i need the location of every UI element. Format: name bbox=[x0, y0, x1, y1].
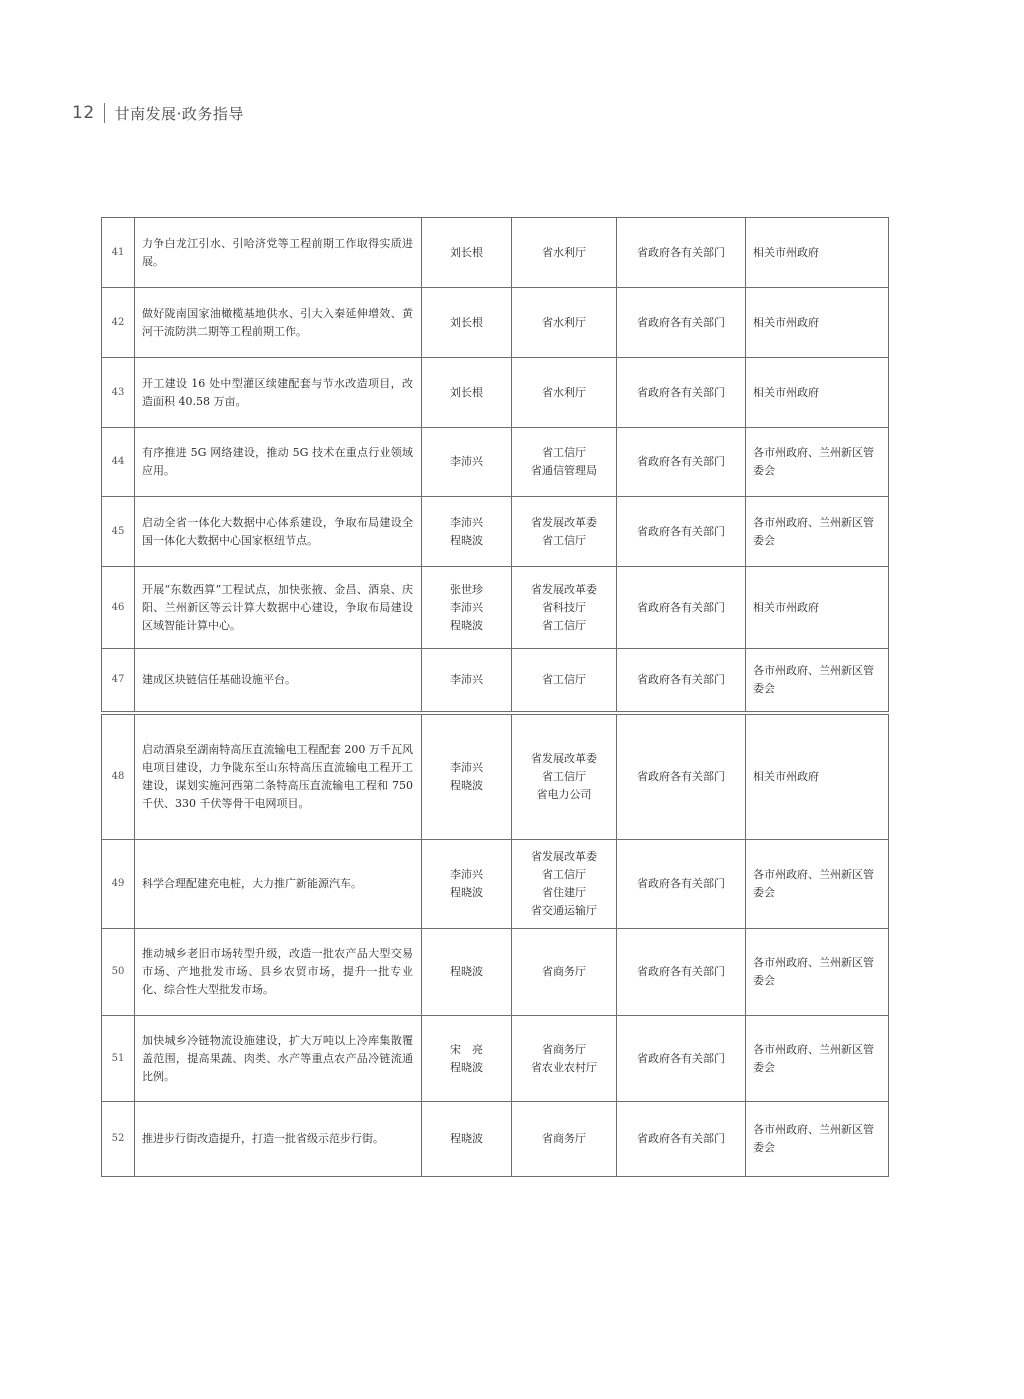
task-description: 推动城乡老旧市场转型升级，改造一批农产品大型交易市场、产地批发市场、县乡农贸市场，提升一批专业化、综合性大型批发市场。 bbox=[135, 929, 422, 1016]
task-description: 建成区块链信任基础设施平台。 bbox=[135, 649, 422, 712]
cooperating-units: 省政府各有关部门 bbox=[617, 715, 746, 840]
task-description: 推进步行街改造提升，打造一批省级示范步行街。 bbox=[135, 1102, 422, 1177]
table-row bbox=[102, 218, 889, 288]
task-table-1-body bbox=[102, 218, 889, 712]
responsible-leader bbox=[422, 497, 512, 567]
table-row bbox=[102, 288, 889, 358]
responsible-leader bbox=[422, 929, 512, 1016]
responsible-government: 相关市州政府 bbox=[746, 715, 889, 840]
responsible-leader-line: 程晓波 bbox=[450, 886, 483, 899]
cooperating-units: 省政府各有关部门 bbox=[617, 358, 746, 428]
row-number: 43 bbox=[102, 358, 135, 428]
lead-department-line: 省交通运输厅 bbox=[531, 904, 597, 917]
task-description: 开工建设 16 处中型灌区续建配套与节水改造项目，改造面积 40.58 万亩。 bbox=[135, 358, 422, 428]
cooperating-units: 省政府各有关部门 bbox=[617, 497, 746, 567]
responsible-government: 各市州政府、兰州新区管委会 bbox=[746, 840, 889, 929]
lead-department bbox=[512, 649, 617, 712]
header-divider bbox=[104, 103, 105, 123]
lead-department-line: 省商务厅 bbox=[542, 965, 586, 978]
lead-department-line: 省工信厅 bbox=[542, 868, 586, 881]
responsible-leader bbox=[422, 567, 512, 649]
lead-department-line: 省电力公司 bbox=[536, 788, 592, 801]
row-number: 46 bbox=[102, 567, 135, 649]
lead-department-line: 省发展改革委 bbox=[531, 850, 597, 863]
lead-department-line: 省工信厅 bbox=[542, 446, 586, 459]
lead-department bbox=[512, 715, 617, 840]
responsible-leader-line: 程晓波 bbox=[450, 618, 483, 632]
lead-department-line: 省住建厅 bbox=[542, 886, 586, 899]
table-row bbox=[102, 715, 889, 840]
lead-department-line: 省工信厅 bbox=[542, 618, 586, 632]
row-number: 41 bbox=[102, 218, 135, 288]
lead-department bbox=[512, 567, 617, 649]
lead-department bbox=[512, 218, 617, 288]
responsible-leader-line: 李沛兴 bbox=[450, 455, 483, 468]
responsible-government: 相关市州政府 bbox=[746, 358, 889, 428]
lead-department-line: 省科技厅 bbox=[542, 600, 586, 614]
responsible-leader bbox=[422, 358, 512, 428]
lead-department bbox=[512, 1016, 617, 1102]
lead-department bbox=[512, 497, 617, 567]
responsible-government: 各市州政府、兰州新区管委会 bbox=[746, 428, 889, 497]
table-row bbox=[102, 840, 889, 929]
task-description: 启动全省一体化大数据中心体系建设，争取布局建设全国一体化大数据中心国家枢纽节点。 bbox=[135, 497, 422, 567]
responsible-leader bbox=[422, 649, 512, 712]
lead-department bbox=[512, 288, 617, 358]
task-table-2 bbox=[101, 714, 889, 1177]
task-description: 做好陇南国家油橄榄基地供水、引大入秦延伸增效、黄河干流防洪二期等工程前期工作。 bbox=[135, 288, 422, 358]
responsible-leader-line: 张世珍 bbox=[450, 582, 483, 596]
lead-department bbox=[512, 1102, 617, 1177]
cooperating-units: 省政府各有关部门 bbox=[617, 567, 746, 649]
lead-department-line: 省发展改革委 bbox=[531, 752, 597, 765]
responsible-leader-line: 刘长根 bbox=[450, 385, 483, 399]
responsible-leader bbox=[422, 288, 512, 358]
lead-department-line: 省发展改革委 bbox=[531, 582, 597, 596]
lead-department-line: 省水利厅 bbox=[542, 245, 586, 259]
lead-department-line: 省商务厅 bbox=[542, 1132, 586, 1145]
task-description: 有序推进 5G 网络建设，推动 5G 技术在重点行业领域应用。 bbox=[135, 428, 422, 497]
cooperating-units: 省政府各有关部门 bbox=[617, 218, 746, 288]
lead-department-line: 省农业农村厅 bbox=[531, 1060, 597, 1074]
task-description: 启动酒泉至湖南特高压直流输电工程配套 200 万千瓦风电项目建设，力争陇东至山东特高压直流输电工程开工建设，谋划实施河西第二条特高压直流输电工程和 750 千伏、330 千伏等骨干电网项目。 bbox=[135, 715, 422, 840]
responsible-government: 各市州政府、兰州新区管委会 bbox=[746, 1102, 889, 1177]
responsible-leader-line: 李沛兴 bbox=[450, 673, 483, 686]
page-header bbox=[72, 100, 244, 126]
table-row bbox=[102, 1016, 889, 1102]
responsible-leader-line: 李沛兴 bbox=[450, 515, 483, 529]
table-row bbox=[102, 497, 889, 567]
task-description: 力争白龙江引水、引哈济党等工程前期工作取得实质进展。 bbox=[135, 218, 422, 288]
responsible-leader bbox=[422, 1102, 512, 1177]
task-table-1 bbox=[101, 217, 889, 712]
cooperating-units: 省政府各有关部门 bbox=[617, 929, 746, 1016]
responsible-government: 相关市州政府 bbox=[746, 218, 889, 288]
publication-title: 甘南发展·政务指导 bbox=[114, 104, 244, 123]
lead-department-line: 省商务厅 bbox=[542, 1042, 586, 1056]
responsible-leader bbox=[422, 218, 512, 288]
cooperating-units: 省政府各有关部门 bbox=[617, 840, 746, 929]
row-number: 47 bbox=[102, 649, 135, 712]
responsible-government: 各市州政府、兰州新区管委会 bbox=[746, 497, 889, 567]
table-row bbox=[102, 649, 889, 712]
responsible-leader-line: 李沛兴 bbox=[450, 600, 483, 614]
task-description: 科学合理配建充电桩，大力推广新能源汽车。 bbox=[135, 840, 422, 929]
responsible-government: 各市州政府、兰州新区管委会 bbox=[746, 649, 889, 712]
lead-department bbox=[512, 358, 617, 428]
cooperating-units: 省政府各有关部门 bbox=[617, 288, 746, 358]
responsible-leader-line: 程晓波 bbox=[450, 1132, 483, 1145]
row-number: 49 bbox=[102, 840, 135, 929]
lead-department-line: 省工信厅 bbox=[542, 533, 586, 547]
responsible-government: 相关市州政府 bbox=[746, 567, 889, 649]
task-description: 开展“东数西算”工程试点，加快张掖、金昌、酒泉、庆阳、兰州新区等云计算大数据中心建设，争取布局建设区域智能计算中心。 bbox=[135, 567, 422, 649]
responsible-leader-line: 宋 亮 bbox=[450, 1042, 483, 1056]
row-number: 44 bbox=[102, 428, 135, 497]
table-row bbox=[102, 929, 889, 1016]
table-row bbox=[102, 428, 889, 497]
row-number: 50 bbox=[102, 929, 135, 1016]
cooperating-units: 省政府各有关部门 bbox=[617, 1102, 746, 1177]
lead-department-line: 省水利厅 bbox=[542, 315, 586, 329]
row-number: 45 bbox=[102, 497, 135, 567]
lead-department-line: 省发展改革委 bbox=[531, 515, 597, 529]
lead-department-line: 省水利厅 bbox=[542, 385, 586, 399]
responsible-leader-line: 李沛兴 bbox=[450, 761, 483, 774]
page-number: 12 bbox=[72, 103, 95, 123]
responsible-leader bbox=[422, 840, 512, 929]
cooperating-units: 省政府各有关部门 bbox=[617, 649, 746, 712]
responsible-government: 相关市州政府 bbox=[746, 288, 889, 358]
responsible-leader-line: 刘长根 bbox=[450, 315, 483, 329]
responsible-government: 各市州政府、兰州新区管委会 bbox=[746, 929, 889, 1016]
lead-department bbox=[512, 840, 617, 929]
cooperating-units: 省政府各有关部门 bbox=[617, 1016, 746, 1102]
lead-department bbox=[512, 428, 617, 497]
responsible-leader-line: 程晓波 bbox=[450, 965, 483, 978]
responsible-leader bbox=[422, 428, 512, 497]
responsible-government: 各市州政府、兰州新区管委会 bbox=[746, 1016, 889, 1102]
responsible-leader-line: 程晓波 bbox=[450, 779, 483, 792]
lead-department-line: 省通信管理局 bbox=[531, 464, 597, 477]
cooperating-units: 省政府各有关部门 bbox=[617, 428, 746, 497]
table-row bbox=[102, 567, 889, 649]
lead-department bbox=[512, 929, 617, 1016]
table-row bbox=[102, 358, 889, 428]
responsible-leader bbox=[422, 715, 512, 840]
task-description: 加快城乡冷链物流设施建设，扩大万吨以上冷库集散覆盖范围，提高果蔬、肉类、水产等重点农产品冷链流通比例。 bbox=[135, 1016, 422, 1102]
row-number: 51 bbox=[102, 1016, 135, 1102]
row-number: 48 bbox=[102, 715, 135, 840]
table-row bbox=[102, 1102, 889, 1177]
responsible-leader-line: 李沛兴 bbox=[450, 868, 483, 881]
responsible-leader-line: 刘长根 bbox=[450, 245, 483, 259]
responsible-leader bbox=[422, 1016, 512, 1102]
responsible-leader-line: 程晓波 bbox=[450, 1060, 483, 1074]
lead-department-line: 省工信厅 bbox=[542, 673, 586, 686]
lead-department-line: 省工信厅 bbox=[542, 770, 586, 783]
row-number: 52 bbox=[102, 1102, 135, 1177]
row-number: 42 bbox=[102, 288, 135, 358]
responsible-leader-line: 程晓波 bbox=[450, 533, 483, 547]
task-table-2-body bbox=[102, 715, 889, 1177]
